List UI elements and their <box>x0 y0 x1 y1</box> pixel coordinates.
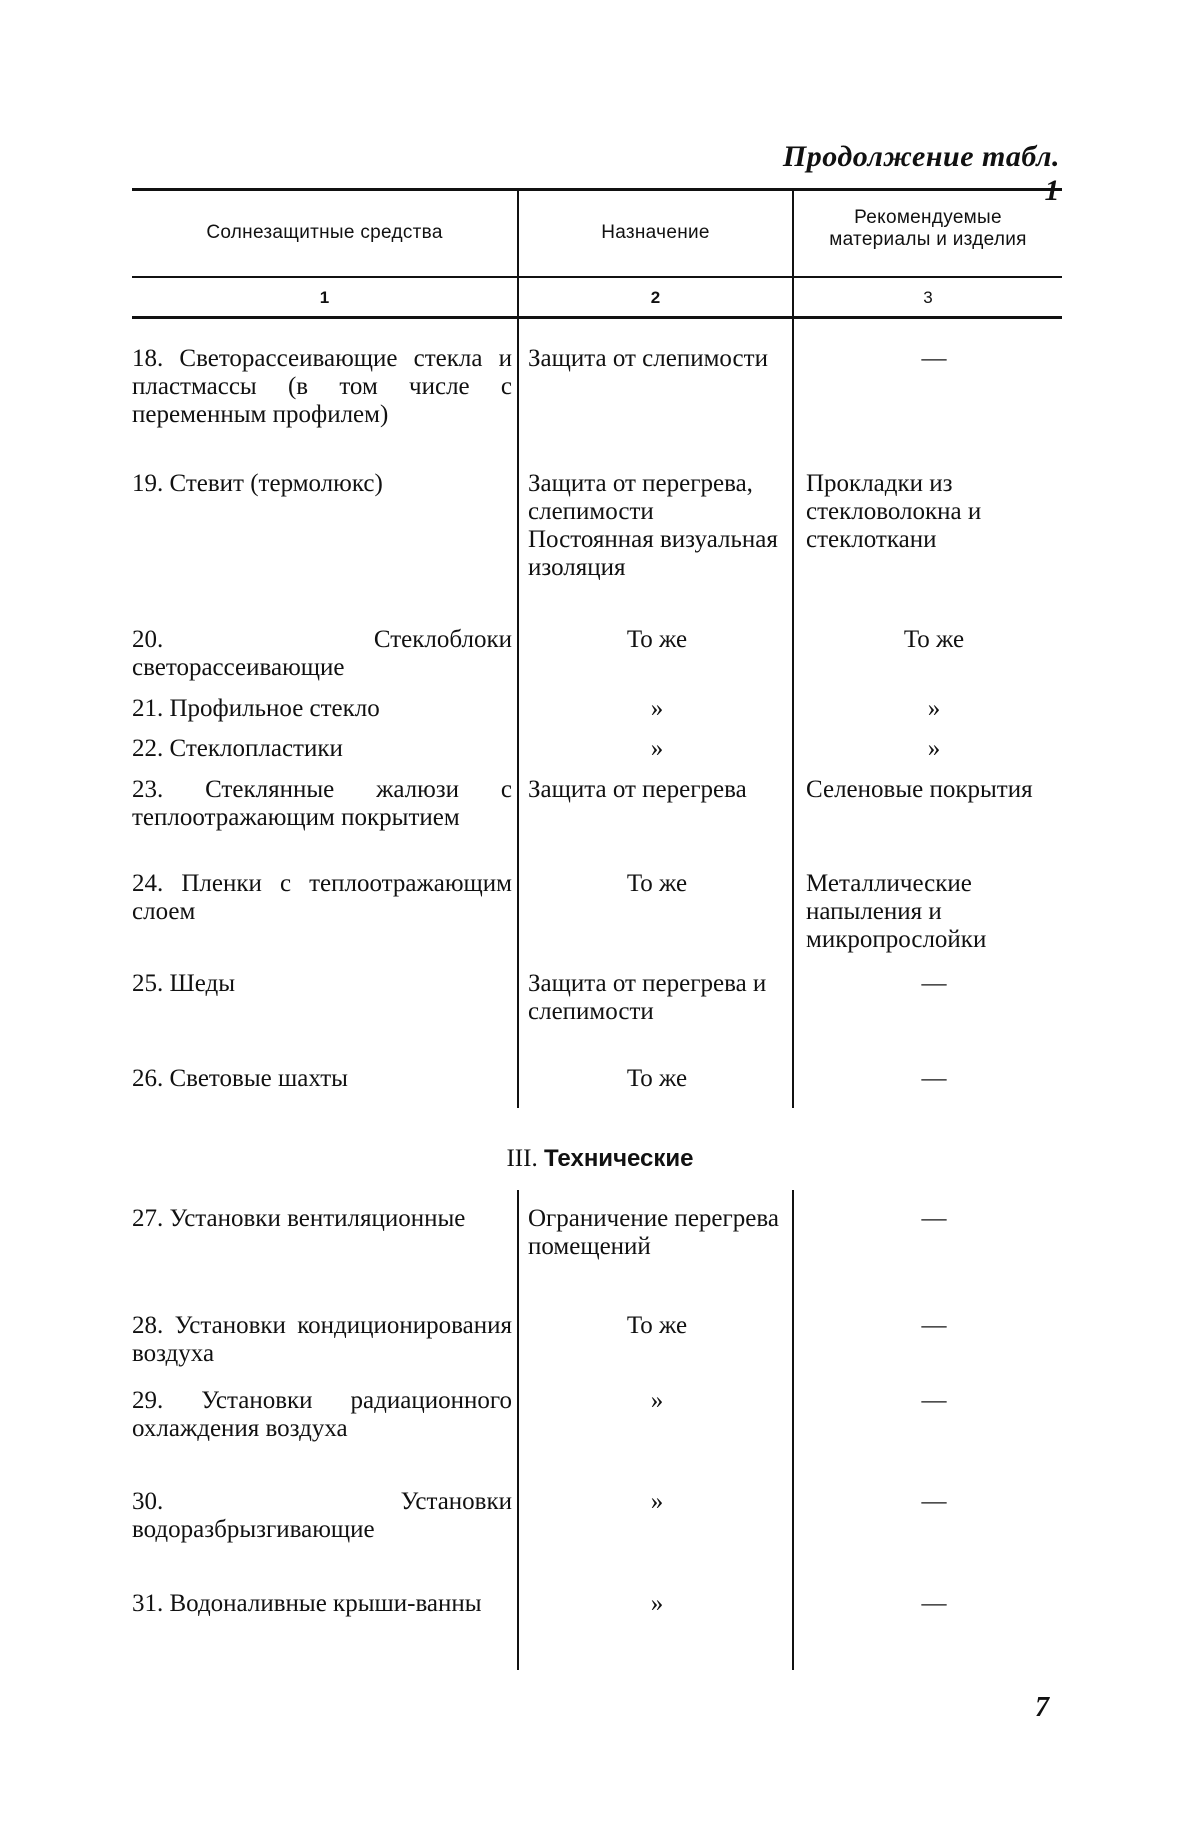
row-22-tool: 22. Стеклопластики <box>132 735 343 762</box>
row-21-purpose: » <box>650 695 664 722</box>
row-19-materials: Прокладки из стекловолокна и стеклоткани <box>806 470 982 553</box>
header-col2: Назначение <box>601 222 710 243</box>
column-divider-1 <box>517 188 519 1108</box>
table-top-rule <box>132 188 1062 191</box>
row-29-materials: — <box>921 1387 947 1414</box>
row-20-materials: То же <box>903 626 965 653</box>
row-28-purpose: То же <box>626 1312 688 1339</box>
column-divider-2 <box>792 188 794 1108</box>
row-25-materials: — <box>921 970 947 997</box>
row-19-tool: 19. Стевит (термолюкс) <box>132 470 383 497</box>
row-27-purpose: Ограничение перегрева помещений <box>528 1205 779 1260</box>
row-25-tool: 25. Шеды <box>132 970 236 997</box>
header-col3: Рекомендуемые материалы и изделия <box>829 207 1027 250</box>
section-roman: III. <box>506 1145 538 1172</box>
row-29-purpose: » <box>650 1387 664 1414</box>
row-24-materials: Металлические напыления и микропрослойки <box>806 870 987 953</box>
row-18-tool: 18. Светорассеивающие стекла и пластмассы (в том числе с переменным профилем) <box>132 345 512 428</box>
row-20-purpose: То же <box>626 626 688 653</box>
page-number: 7 <box>1035 1692 1049 1723</box>
colnum-2: 2 <box>650 288 661 307</box>
row-26-materials: — <box>921 1065 947 1092</box>
colnum-1: 1 <box>319 288 330 307</box>
row-31-materials: — <box>921 1590 947 1617</box>
row-30-purpose: » <box>650 1488 664 1515</box>
row-21-materials: » <box>927 695 941 722</box>
row-18-purpose: Защита от слепимости <box>528 345 768 372</box>
row-26-purpose: То же <box>626 1065 688 1092</box>
section-heading <box>0 1145 1200 1173</box>
row-21-tool: 21. Профильное стекло <box>132 695 380 722</box>
column-divider-2-lower <box>792 1190 794 1670</box>
row-23-purpose: Защита от перегрева <box>528 776 747 803</box>
row-27-materials: — <box>921 1205 947 1232</box>
row-22-purpose: » <box>650 735 664 762</box>
header-col1: Солнезащитные средства <box>206 222 443 243</box>
column-divider-1-lower <box>517 1190 519 1670</box>
row-23-materials: Селеновые покрытия <box>806 776 1033 803</box>
section-title: Технические <box>543 1145 694 1172</box>
row-19-purpose: Защита от перегрева, слепимости Постоянная визуальная изоляция <box>528 470 778 581</box>
row-24-purpose: То же <box>626 870 688 897</box>
row-26-tool: 26. Световые шахты <box>132 1065 348 1092</box>
header-bottom-rule <box>132 276 1062 278</box>
row-25-purpose: Защита от перегрева и слепимости <box>528 970 767 1025</box>
row-28-materials: — <box>921 1312 947 1339</box>
row-29-tool: 29. Установки радиационного охлаждения воздуха <box>132 1387 512 1442</box>
row-28-tool: 28. Установки кондиционирования воздуха <box>132 1312 512 1367</box>
row-24-tool: 24. Пленки с теплоотражающим слоем <box>132 870 512 925</box>
colnum-3: 3 <box>923 288 933 307</box>
row-23-tool: 23. Стеклянные жалюзи с теплоотражающим покрытием <box>132 776 512 831</box>
row-22-materials: » <box>927 735 941 762</box>
row-18-materials: — <box>921 345 947 372</box>
row-31-tool: 31. Водоналивные крыши-ванны <box>132 1590 482 1617</box>
row-30-materials: — <box>921 1488 947 1515</box>
row-20-tool: 20. Стеклоблоки светорассеивающие <box>132 626 512 681</box>
row-30-tool: 30. Установки водоразбрызгивающие <box>132 1488 512 1543</box>
colnum-bottom-rule <box>132 316 1062 319</box>
row-31-purpose: » <box>650 1590 664 1617</box>
table-caption: Продолжение табл. <box>782 140 1060 173</box>
row-27-tool: 27. Установки вентиляционные <box>132 1205 466 1232</box>
